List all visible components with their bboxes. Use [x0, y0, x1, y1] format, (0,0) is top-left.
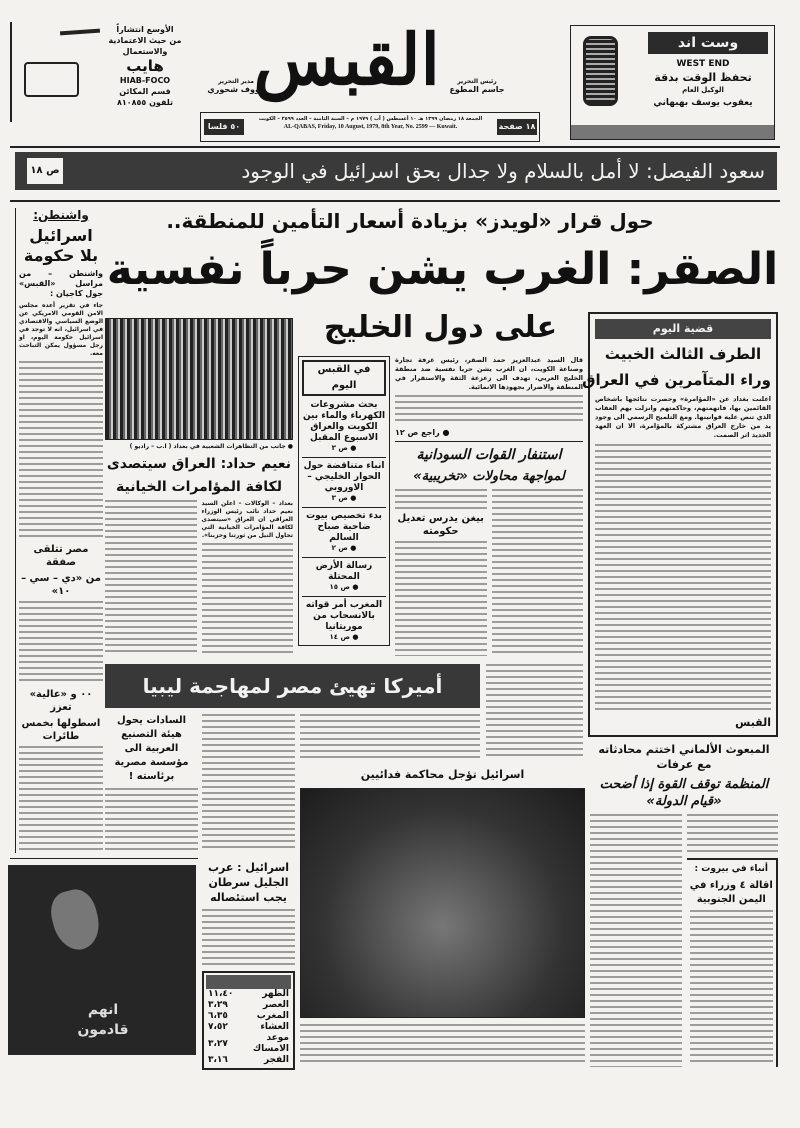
editorial-headline: الطرف الثالث الخبيث	[604, 345, 762, 363]
ad-footer-strip	[571, 125, 774, 139]
prayer-row: المغرب ٦،٣٥	[208, 1011, 289, 1021]
column-text	[19, 361, 103, 540]
arafat-column	[590, 742, 778, 1067]
sudan-headline-2: لمواجهة محاولات «تخريبية»	[413, 469, 565, 484]
america-headline: أميركا تهيئ مصر لمهاجمة ليبيا	[105, 664, 480, 708]
sub-headline: اسطولها بخمس طائرات	[21, 717, 101, 742]
iraq-body: بغداد – الوكالات – اعلن السيد نعيم حداد نائب رئيس الوزراء العراقي ان العراق «سيتصدى لكافة المؤامرات الخيانية التي تحاول النيل من ثورتنا وحزبنا».	[201, 500, 293, 539]
prayer-row: العصر ٣،٢٩	[208, 1000, 289, 1010]
column-text	[19, 746, 103, 853]
photo-caption: ● جانب من التظاهرات الشعبية في بغداد ( ا.ب – راديو )	[129, 443, 293, 450]
divider	[10, 858, 198, 859]
crane-arm-icon	[60, 29, 100, 36]
banner-page-ref: ص ١٨	[27, 158, 63, 184]
beirut-kicker: أنباء في بيروت :	[694, 864, 768, 874]
galilee-text	[202, 909, 295, 967]
sudan-headline: استنفار القوات السودانية	[416, 447, 562, 463]
manager-name: رؤوف شحوري	[207, 85, 265, 94]
masthead-title: القبس	[253, 18, 440, 101]
prayer-row: العشاء ٧،٥٢	[208, 1022, 289, 1032]
ad-line: من حيث الاعتمادية	[108, 36, 182, 45]
sub-headline: ٠٠ و «عالية» تعزز	[29, 688, 93, 713]
column-body: جاء في تقرير أعده مجلس الامن القومي الامريكي عن الوضع السياسي والاقتصادي في اسرائيل، انه لا توجد في اسرائيل حكومة اليوم، او رجل مسؤول يمكن التباحث معه.	[19, 302, 103, 357]
lead-body: قال السيد عبدالعزيز حمد الصقر، رئيس غرفة تجارة وصناعة الكويت، ان الغرب يشن حربا نفسية ضد منطقة الخليج العربي، تهدف الى زعزعة الثقة والاستقرار في المنطقة والاضرار بجهودها الانمائية.	[395, 356, 583, 391]
iraq-text	[202, 543, 294, 656]
lead-kicker: حول قرار «لويدز» بزيادة أسعار التأمين للمنطقة..	[166, 209, 654, 233]
editorial-signature: القبس	[735, 716, 771, 729]
inside-item[interactable]: رسالة الأرض المحتلة ● ص ١٥	[302, 557, 386, 592]
beirut-headline: اقالة ٤ وزراء في اليمن الجنوبية	[689, 880, 773, 905]
editorial-box	[582, 312, 778, 737]
truck-crane-icon	[24, 62, 79, 97]
ad-line: الأوسع انتشاراً	[116, 25, 174, 34]
left-column	[15, 208, 103, 853]
divider	[395, 441, 583, 442]
beirut-text	[690, 910, 774, 1064]
arafat-text	[687, 814, 779, 854]
divider	[10, 146, 780, 148]
ad-brand: وست اند	[648, 32, 768, 54]
ad-they-are-coming	[8, 865, 196, 1055]
top-banner	[15, 152, 777, 190]
date-english: AL-QABAS, Friday, 10 August, 1979, 8th Year, No. 2599 — Kuwait.	[283, 124, 458, 130]
inside-item[interactable]: بدء تخصيص بيوت ضاحية صباح السالم ● ص ٢	[302, 507, 386, 553]
ad-dept: قسم المكائن	[119, 87, 171, 96]
prayer-row: الفجر ٣،١٦	[208, 1055, 289, 1065]
sub-headline: من «دي – سي – ١٠»	[21, 573, 101, 598]
ad-brand-en: HIAB-FOCO	[119, 76, 171, 85]
inside-item[interactable]: المغرب أمر قواته بالانسحاب من موريتانيا ● ص ١٤	[302, 596, 386, 642]
editorial-body: اعلنت بغداد عن «المؤامرة» وحصرت نتائجها باشخاص القائمين بها، فاتهمتهم، وحاكمتهم وانزلت بهم العقاب الذي تنص عليه قوانينها. ومع التلميح الرسمي الى وجود يد من خارج العراق مشتركة بالمؤامرة، الا ان العهد الجديد اثر الصمت.	[595, 395, 771, 439]
bag-icon	[46, 885, 105, 955]
editorial-label: قضية اليوم	[595, 319, 771, 339]
editor-label: رئيس التحرير	[457, 78, 497, 85]
inside-item[interactable]: انباء متناقضة حول الحوار الخليجي – الاوروبي ● ص ٣	[302, 457, 386, 503]
page-count: ١٨ صفحة	[497, 119, 537, 135]
sudan-text	[486, 664, 583, 760]
prayer-row: موعد الامساك ٣،٢٧	[208, 1033, 289, 1054]
divider	[10, 200, 780, 202]
prayer-times-box	[202, 971, 295, 1070]
lead-ref: ● راجع ص ١٢	[395, 428, 450, 437]
date-strip	[200, 112, 540, 142]
ad-text: انهم	[87, 1002, 119, 1018]
column-headline: اسرائيل بلا حكومة	[23, 226, 99, 265]
sadat-headline: السادات يحول هيئة التصنيع العربية الى مؤسسة مصرية برئاسته !	[114, 715, 189, 782]
date-arabic: الجمعة ١٨ رمضان ١٣٩٩ هـ ١٠ أغسطس ( آب ) ١٩٧٩ م – السنة الثامنة – العدد ٢٥٩٩ – الكويت	[258, 116, 483, 122]
sadat-text	[105, 788, 198, 854]
arafat-text	[590, 814, 682, 1067]
iraq-headline: نعيم حداد: العراق سيتصدى	[106, 456, 292, 472]
lead-text	[395, 395, 583, 425]
iraq-headline-2: لكافة المؤامرات الخيانية	[116, 479, 282, 495]
sudan-text	[395, 489, 487, 509]
iraq-column	[105, 318, 293, 656]
iraq-text	[105, 500, 197, 656]
banner-headline: سعود الفيصل: لا أمل بالسلام ولا جدال بحق اسرائيل في الوجود	[241, 159, 765, 183]
inside-item[interactable]: بحث مشروعات الكهرباء والماء بين الكويت والعراق الاسبوع المقبل ● ص ٣	[302, 400, 386, 452]
demonstration-photo	[105, 318, 293, 440]
lead-headline-2: على دول الخليج	[323, 310, 558, 345]
ad-west-end	[570, 25, 775, 140]
america-text	[202, 714, 295, 852]
prayer-row: الظهر ١١،٤٠	[208, 989, 289, 999]
inside-today-panel	[298, 356, 390, 646]
arafat-headline: المنظمة توقف القوة إذا أضحت «قيام الدولة»	[599, 777, 769, 809]
israel-trial-headline: اسرائيل تؤجل محاكمة فدائيين	[360, 768, 525, 781]
begin-text	[395, 541, 487, 656]
beirut-box	[687, 858, 779, 1067]
ad-agent-label: الوكيل العام	[682, 86, 724, 94]
begin-headline: بيغن يدرس تعديل حكومته	[397, 513, 484, 537]
wristwatch-icon	[583, 36, 618, 106]
arafat-kicker: المبعوث الألماني اختتم محادثاته مع عرفات	[598, 743, 770, 771]
inside-today-title: في القبس اليوم	[302, 360, 386, 396]
price: ٥٠ فلسا	[204, 119, 244, 135]
lead-column	[395, 356, 583, 656]
lead-headline: الصقر: الغرب يشن حرباً نفسية	[106, 244, 779, 295]
ad-phone: تلفون ٨١٠٨٥٥	[117, 98, 173, 107]
sadat-column	[105, 714, 198, 854]
editor-name: جاسم المطوع	[449, 85, 505, 94]
ad-brand: هايب	[126, 57, 164, 75]
america-text	[300, 714, 480, 760]
column-dateline: واشنطن – من مراسل «القبس» جول كاجيان :	[19, 269, 103, 298]
galilee-column	[202, 860, 295, 1070]
column-kicker: واشنطن:	[33, 208, 89, 222]
prayer-header	[206, 975, 291, 989]
sub-headline: مصر تتلقى صفقة	[33, 544, 89, 569]
trial-text	[300, 1024, 585, 1064]
editorial-text	[595, 444, 771, 712]
ad-line: والاستعمال	[122, 47, 168, 56]
ad-agent: يعقوب يوسف بهبهاني	[653, 98, 753, 108]
ad-slogan: تحفظ الوقت بدقة	[654, 71, 752, 84]
ad-brand-en: WEST END	[676, 59, 730, 69]
galilee-headline: اسرائيل : عرب الجليل سرطان يجب استئصاله	[207, 861, 290, 904]
sudan-text	[492, 489, 584, 656]
column-text	[19, 601, 103, 685]
manager-label: مدير التحرير	[217, 78, 255, 85]
ad-hiab	[10, 22, 195, 122]
ad-text: قادمون	[77, 1022, 129, 1038]
trial-photo	[300, 788, 585, 1018]
editorial-headline-2: وراء المتآمرين في العراق	[582, 371, 771, 389]
